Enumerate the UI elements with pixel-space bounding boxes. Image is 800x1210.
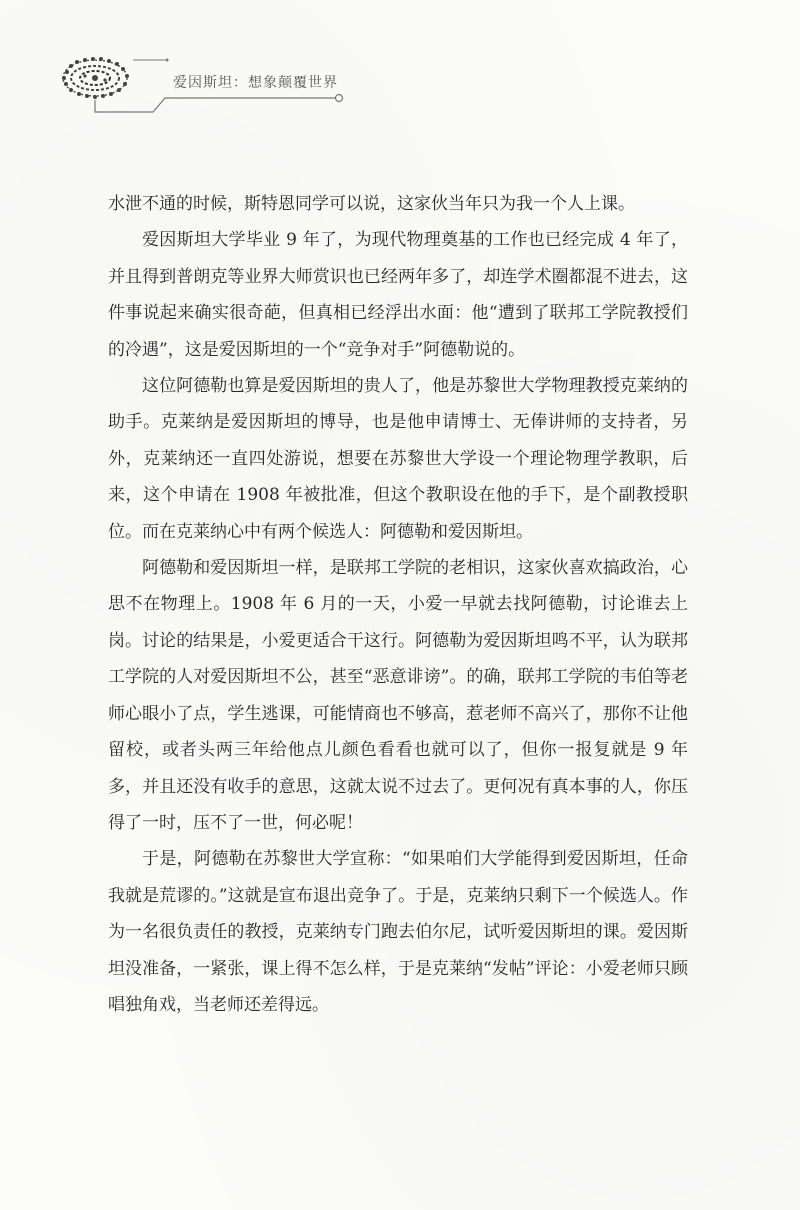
paragraph: 阿德勒和爱因斯坦一样，是联邦工学院的老相识，这家伙喜欢搞政治，心思不在物理上。1908 年 6 月的一天，小爱一早就去找阿德勒，讨论谁去上岗。讨论的结果是，小爱更适合干这行。阿德勒为爱因斯坦鸣不平，认为联邦工学院的人对爱因斯坦不公，甚至“恶意诽谤”。的确，联邦工学院的韦伯等老师心眼小了点，学生逃课，可能情商也不够高，惹老师不高兴了，那你不让他留校，或者头两三年给他点儿颜色看看也就可以了，但你一报复就是 9 年多，并且还没有收手的意思，这就太说不过去了。更何况有真本事的人，你压得了一时，压不了一世，何必呢！ [108, 558, 688, 833]
paragraph: 水泄不通的时候，斯特恩同学可以说，这家伙当年只为我一个人上课。 [108, 194, 635, 214]
paragraph: 于是，阿德勒在苏黎世大学宣称：“如果咱们大学能得到爱因斯坦，任命我就是荒谬的。”这就是宣布退出竞争了。于是，克莱纳只剩下一个候选人。作为一名很负责任的教授，克莱纳专门跑去伯尔尼，试听爱因斯坦的课。爱因斯坦没准备，一紧张，课上得不怎么样，于是克莱纳“发帖”评论：小爱老师只顾唱独角戏，当老师还差得远。 [108, 849, 688, 1015]
main-text [108, 186, 688, 1023]
page-header [55, 40, 375, 120]
paragraph: 爱因斯坦大学毕业 9 年了，为现代物理奠基的工作也已经完成 4 年了，并且得到普朗克等业界大师赏识也已经两年多了，却连学术圈都混不进去，这件事说起来确实很奇葩，但真相已经浮出水面：他“遭到了联邦工学院教授们的冷遇”，这是爱因斯坦的一个“竞争对手”阿德勒说的。 [108, 230, 688, 360]
header-title: 爱因斯坦：想象颠覆世界 [173, 75, 338, 91]
paragraph: 这位阿德勒也算是爱因斯坦的贵人了，他是苏黎世大学物理教授克莱纳的助手。克莱纳是爱因斯坦的博导，也是他申请博士、无俸讲师的支持者，另外，克莱纳还一直四处游说，想要在苏黎世大学设一个理论物理学教职，后来，这个申请在 1908 年被批准，但这个教职设在他的手下，是个副教授职位。而在克莱纳心中有两个候选人：阿德勒和爱因斯坦。 [108, 376, 688, 542]
